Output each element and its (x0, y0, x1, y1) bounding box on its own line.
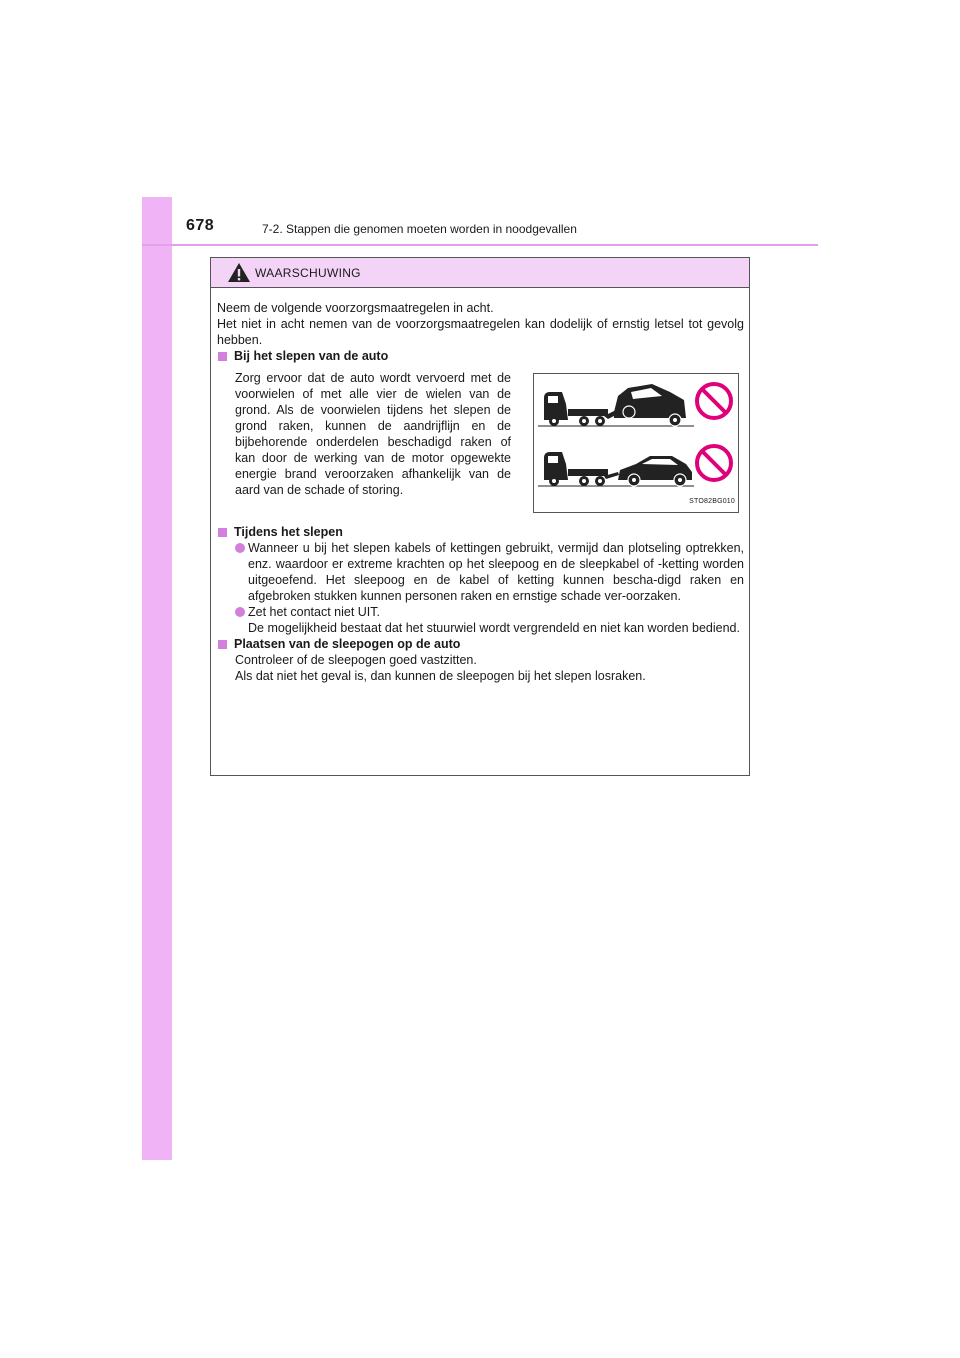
warning-box (210, 257, 750, 776)
tow-eyelets-line-1: Controleer of de sleepogen goed vastzitten. (235, 653, 477, 667)
tow-truck-bottom-icon (538, 452, 694, 486)
square-bullet-icon (218, 528, 227, 537)
section-heading-tow-eyelets: Plaatsen van de sleepogen op de auto (217, 636, 744, 652)
towing-illustration (533, 373, 739, 513)
towing-block (217, 370, 744, 524)
warning-content (217, 300, 744, 684)
warning-header (211, 258, 749, 288)
prohibition-icon-top (697, 384, 731, 418)
square-bullet-icon (218, 352, 227, 361)
tow-truck-illustration (534, 374, 738, 512)
warning-triangle-icon (227, 262, 251, 283)
figure-code: STO82BG010 (689, 498, 735, 505)
tow-truck-top-icon (538, 384, 694, 426)
header-rule (142, 244, 818, 246)
tow-eyelets-line-2: Als dat niet het geval is, dan kunnen de sleepogen bij het slepen losraken. (235, 669, 646, 683)
list-item: Zet het contact niet UIT. (217, 604, 744, 620)
square-bullet-icon (218, 640, 227, 649)
intro-line-1: Neem de volgende voorzorgsmaatregelen in acht. (217, 301, 494, 315)
round-bullet-icon (235, 607, 245, 617)
list-item: Wanneer u bij het slepen kabels of kettingen gebruikt, vermijd dan plotseling optrekken, enz. waardoor er extreme krachten op het sleepoog en de sleepkabel of -ketting worden uitgeoefend. Het sleepoog en de kabel of ketting kunnen bescha-digd raken en afgebroken stukken kunnen personen raken en ernstige schade ver-oorzaken. (217, 540, 744, 604)
towing-text: Zorg ervoor dat de auto wordt vervoerd met de voorwielen of met alle vier de wielen van de grond. Als de voorwielen tijdens het slepen de grond raken, kunnen de aandrijflijn en de bijbehorende onderdelen beschadigd raken of kan door de werking van de motor opgewekte energie brand veroorzaken afhankelijk van de aard van de schade of storing. (235, 371, 511, 497)
side-color-band (142, 197, 172, 1160)
round-bullet-icon (235, 543, 245, 553)
section-heading-towing: Bij het slepen van de auto (217, 348, 744, 364)
list-item-continuation: De mogelijkheid bestaat dat het stuurwiel wordt vergrendeld en niet kan worden bediend. (248, 621, 740, 635)
warning-title: WAARSCHUWING (255, 266, 361, 280)
page-number: 678 (186, 217, 215, 234)
prohibition-icon-bottom (697, 446, 731, 480)
intro-line-2: Het niet in acht nemen van de voorzorgsmaatregelen kan dodelijk of ernstig letsel tot gevolg hebben. (217, 317, 744, 347)
section-heading-during-towing: Tijdens het slepen (217, 524, 744, 540)
section-title: 7-2. Stappen die genomen moeten worden in noodgevallen (262, 222, 577, 236)
